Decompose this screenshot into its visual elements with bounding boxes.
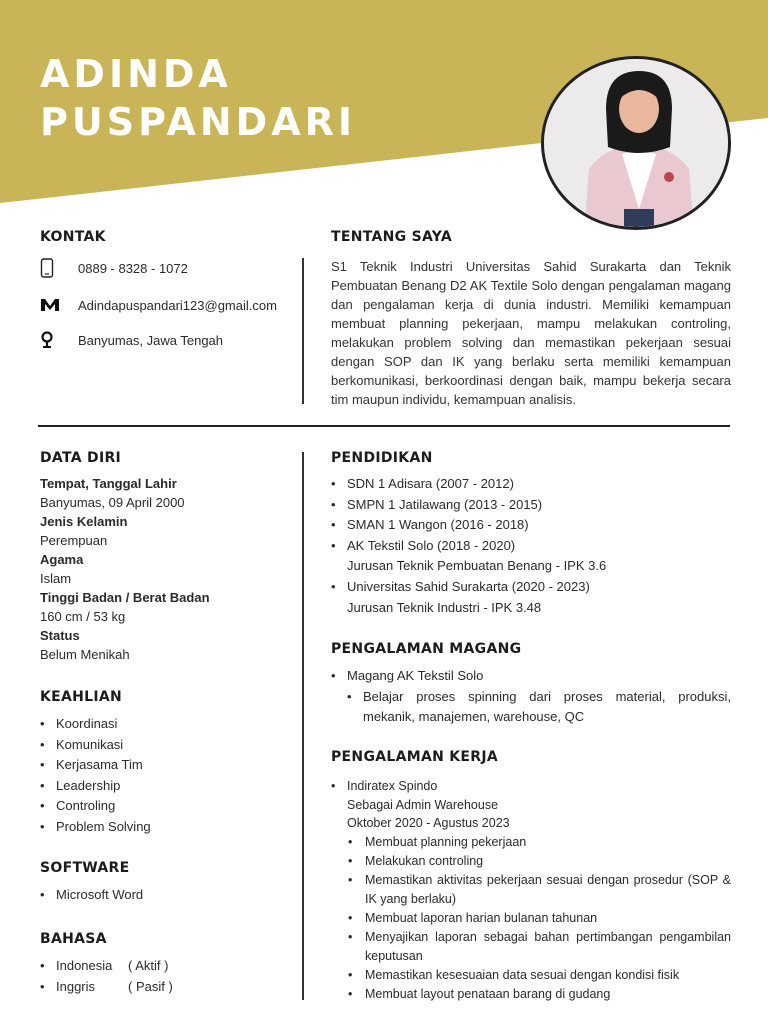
list-item: • Komunikasi xyxy=(40,735,290,756)
work-period: Oktober 2020 - Agustus 2023 xyxy=(347,816,510,830)
last-name: PUSPANDARI xyxy=(40,100,357,144)
language-level: ( Aktif ) xyxy=(128,958,169,973)
list-item: • Membuat laporan harian bulanan tahunan xyxy=(331,909,731,928)
list-item: • Controling xyxy=(40,796,290,817)
about-text: S1 Teknik Industri Universitas Sahid Surakarta dan Teknik Pembuatan Benang D2 AK Textile Solo dengan pengalaman magang dan pengalaman kerja di dunia industri. Memiliki kemampuan membuat planning pekerjaan, mampu melakukan controling, melakukan problem solving dan memastikan pekerjaan sesuai dengan SOP dan IK yang berlaku serta memiliki kemampuan berkomunikasi, berkoordinasi dengan baik, mampu bekerja secara tim maupun individu, kemampuan analisis. xyxy=(331,259,731,407)
language-level: ( Pasif ) xyxy=(128,978,173,994)
phone-icon xyxy=(40,258,66,278)
contact-location xyxy=(40,330,223,350)
birth-value: Banyumas, 09 April 2000 xyxy=(40,495,185,510)
language-item xyxy=(40,977,290,998)
list-item: • Problem Solving xyxy=(40,817,290,838)
religion-value: Islam xyxy=(40,571,72,586)
internship-place: Magang AK Tekstil Solo xyxy=(347,668,484,683)
list-item: • Membuat layout penataan barang di gudang xyxy=(331,985,731,1004)
list-item: • SMPN 1 Jatilawang (2013 - 2015) xyxy=(331,495,731,516)
skills-heading: KEAHLIAN xyxy=(40,689,123,705)
list-item: • Memastikan aktivitas pekerjaan sesuai dengan prosedur (SOP & IK yang berlaku) xyxy=(331,871,731,909)
work-tasks xyxy=(331,833,731,1004)
status-label: Status xyxy=(40,628,80,643)
list-item: • Leadership xyxy=(40,776,290,797)
email-address[interactable]: Adindapuspandari123@gmail.com xyxy=(78,297,277,313)
internship-list xyxy=(331,666,731,728)
list-item: • Koordinasi xyxy=(40,714,290,735)
work-company: • Indiratex Spindo xyxy=(331,777,731,796)
work-experience xyxy=(331,777,731,1004)
list-item: • SDN 1 Adisara (2007 - 2012) xyxy=(331,474,731,495)
list-item xyxy=(331,536,731,577)
education-heading: PENDIDIKAN xyxy=(331,450,433,466)
internship-heading: PENGALAMAN MAGANG xyxy=(331,641,522,657)
top-divider xyxy=(302,258,304,404)
software-list xyxy=(40,885,290,906)
list-item xyxy=(331,577,731,618)
software-heading: SOFTWARE xyxy=(40,860,130,876)
skills-list xyxy=(40,714,290,838)
mail-icon xyxy=(40,295,66,315)
about-heading: TENTANG SAYA xyxy=(331,229,453,245)
work-role: Sebagai Admin Warehouse xyxy=(347,797,499,812)
languages-heading: BAHASA xyxy=(40,931,107,947)
list-item: • Belajar proses spinning dari proses material, produksi, mekanik, manajemen, warehouse, QC xyxy=(347,687,731,728)
list-item: • Microsoft Word xyxy=(40,885,290,906)
gender-label: Jenis Kelamin xyxy=(40,514,128,529)
school-name: • AK Tekstil Solo (2018 - 2020) xyxy=(347,537,516,553)
phone-number[interactable]: 0889 - 8328 - 1072 xyxy=(78,260,188,276)
birth-label: Tempat, Tanggal Lahir xyxy=(40,476,177,491)
personal-heading: DATA DIRI xyxy=(40,450,122,466)
language-item xyxy=(40,956,290,977)
list-item: • Membuat planning pekerjaan xyxy=(331,833,731,852)
education-list xyxy=(331,474,731,618)
contact-heading: KONTAK xyxy=(40,229,106,245)
languages-list xyxy=(40,956,290,997)
language-name: • Indonesia xyxy=(56,958,113,973)
internship-sublist xyxy=(347,687,731,728)
school-major: Jurusan Teknik Pembuatan Benang - IPK 3.6 xyxy=(347,558,607,574)
body-label: Tinggi Badan / Berat Badan xyxy=(40,590,210,605)
body-value: 160 cm / 53 kg xyxy=(40,609,126,624)
first-name: ADINDA xyxy=(40,52,232,96)
religion-label: Agama xyxy=(40,552,84,567)
list-item: • Menyajikan laporan sebagai bahan pertimbangan pengambilan keputusan xyxy=(331,928,731,966)
list-item xyxy=(331,666,731,728)
list-item: • Melakukan controling xyxy=(331,852,731,871)
bottom-divider xyxy=(302,452,304,1000)
school-major: Jurusan Teknik Industri - IPK 3.48 xyxy=(347,599,542,615)
contact-phone xyxy=(40,258,188,278)
status-value: Belum Menikah xyxy=(40,647,130,662)
list-item: • SMAN 1 Wangon (2016 - 2018) xyxy=(331,515,731,536)
list-item: • Memastikan kesesuaian data sesuai dengan kondisi fisik xyxy=(331,966,731,985)
work-heading: PENGALAMAN KERJA xyxy=(331,749,499,765)
candidate-name xyxy=(40,50,356,146)
gender-value: Perempuan xyxy=(40,533,108,548)
language-name: • Inggris xyxy=(56,978,96,994)
contact-email xyxy=(40,295,277,315)
personal-data xyxy=(40,474,290,664)
section-rule xyxy=(38,425,730,427)
list-item: • Kerjasama Tim xyxy=(40,755,290,776)
location-pin-icon xyxy=(40,330,66,350)
school-name: • Universitas Sahid Surakarta (2020 - 2023) xyxy=(347,578,590,594)
location-text: Banyumas, Jawa Tengah xyxy=(78,332,224,348)
profile-photo xyxy=(541,56,731,230)
